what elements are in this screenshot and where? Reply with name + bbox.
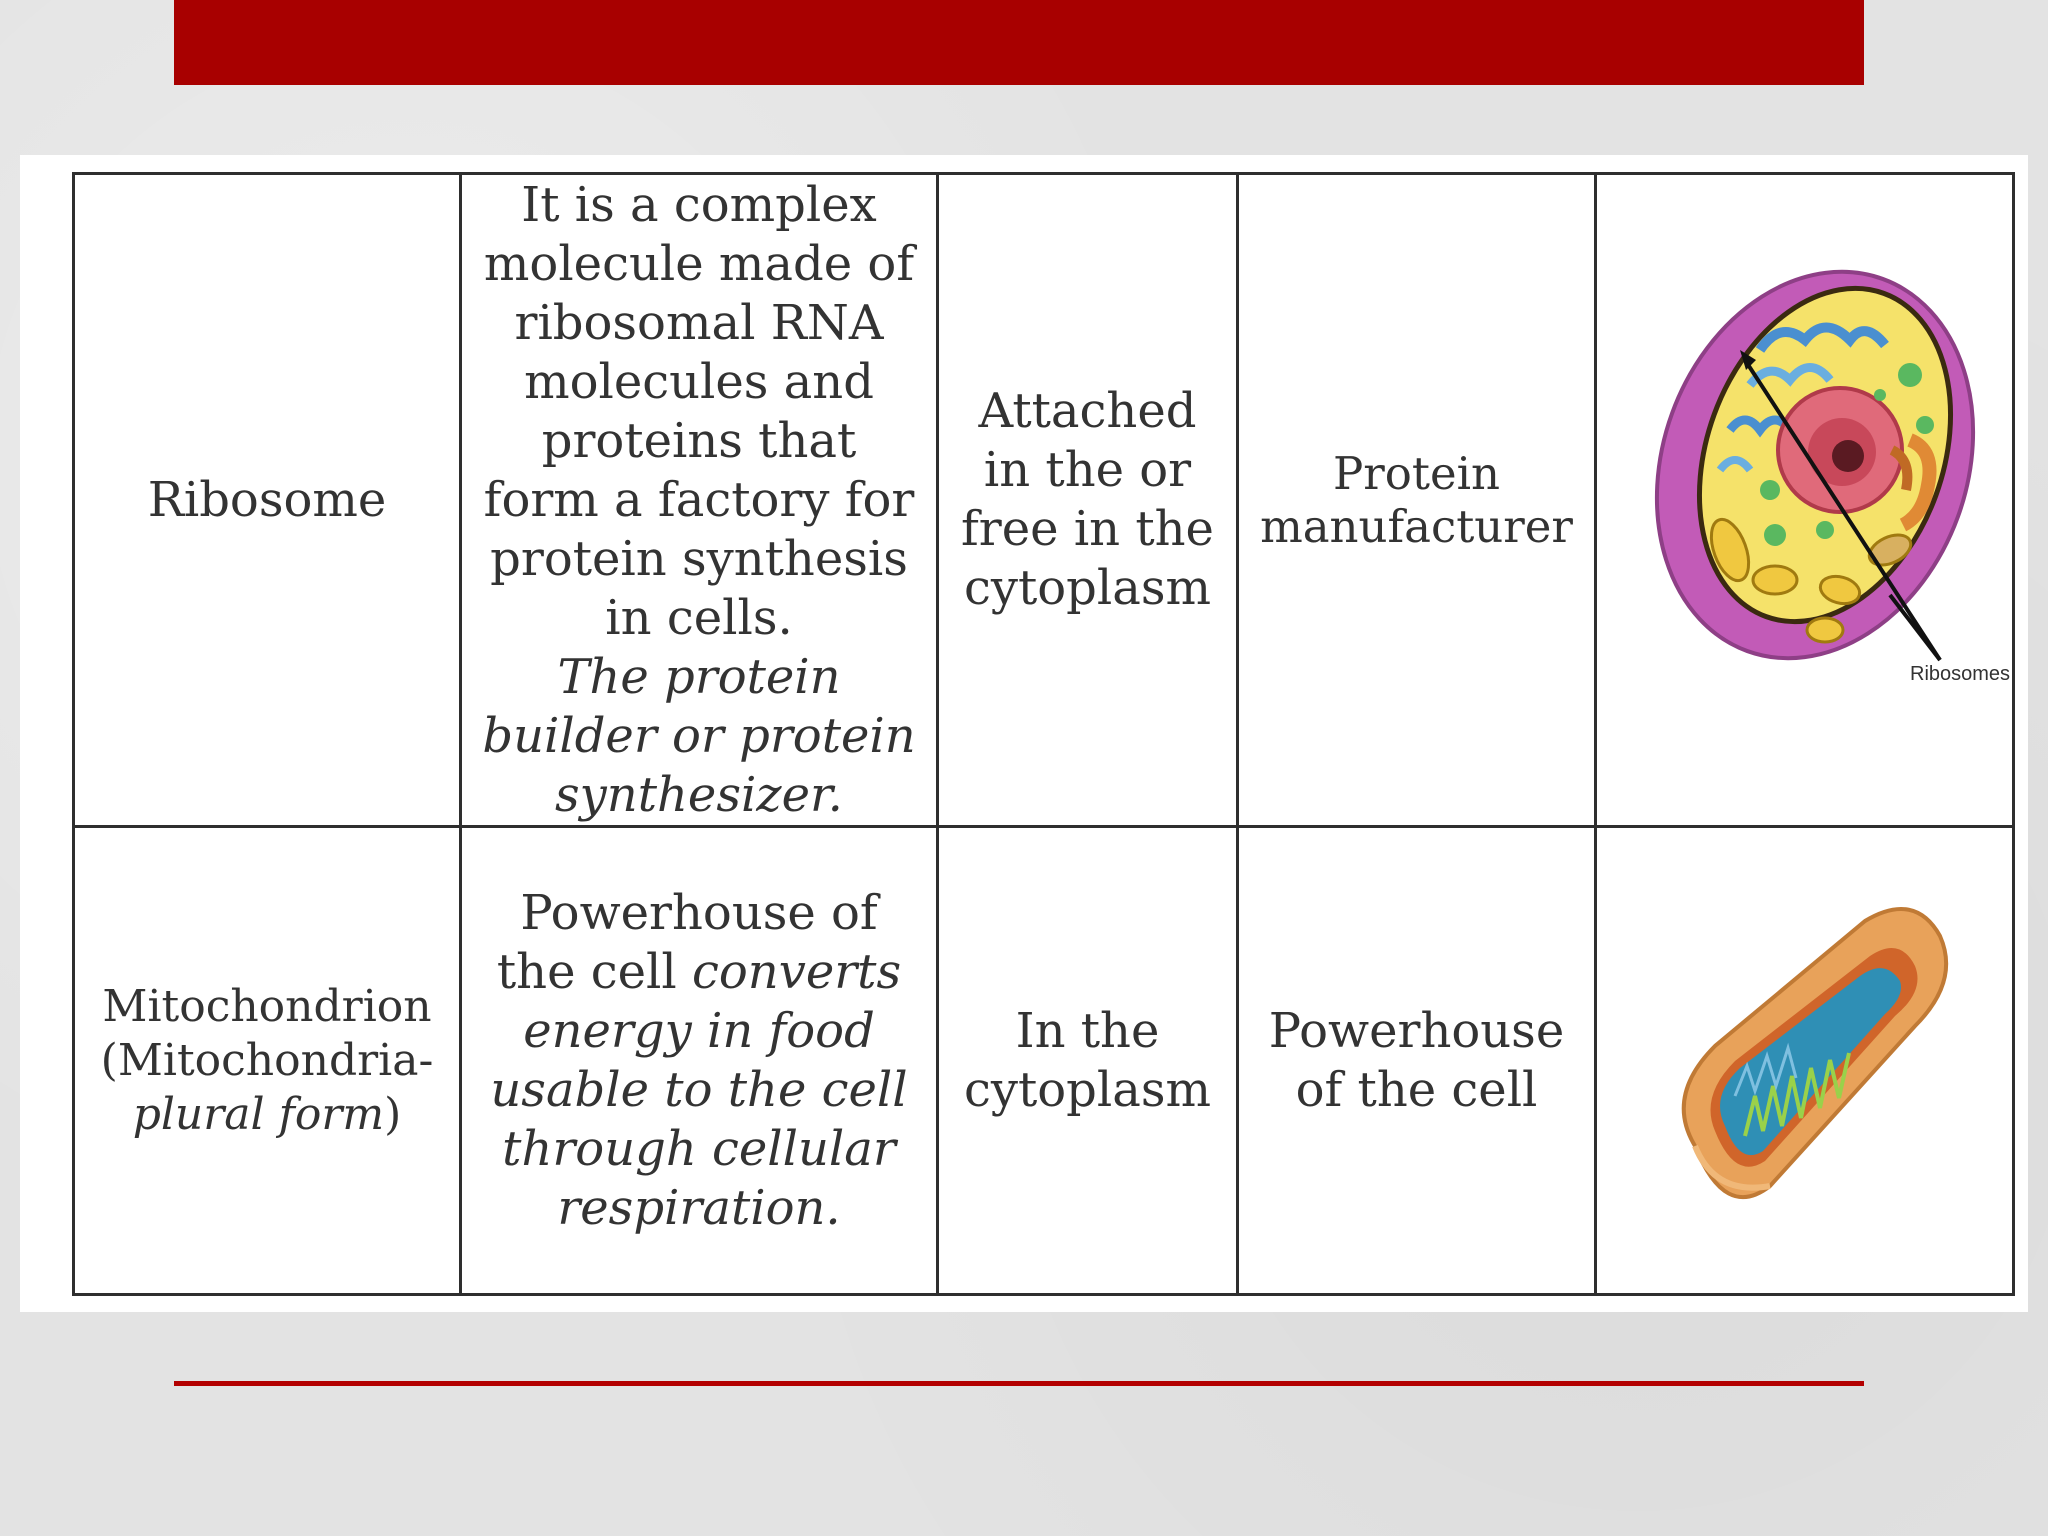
location-cell (938, 174, 1238, 827)
description-cell (461, 827, 938, 1295)
description-italic-line: synthesizer. (555, 766, 843, 823)
description-italic-line: respiration. (557, 1179, 841, 1236)
location-line: cytoplasm (963, 560, 1212, 616)
organelle-name-plural: (Mitochondria- (100, 1034, 434, 1086)
organelle-name-plural-note (81, 1088, 453, 1142)
animal-cell-diagram (1610, 220, 2010, 780)
location-line: cytoplasm (963, 1061, 1212, 1118)
description-italic-line: through cellular (502, 1120, 896, 1177)
description-italic-line: usable to the cell (490, 1061, 908, 1118)
description-italic-line: The protein (557, 648, 841, 705)
footer-divider-line (174, 1381, 1864, 1386)
description-line: protein synthesis (490, 530, 908, 587)
organelle-name: Mitochondrion (102, 980, 432, 1032)
function-line: of the cell (1295, 1061, 1538, 1118)
description-text: the cell (496, 943, 677, 1000)
function-line: manufacturer (1260, 500, 1573, 553)
image-cell (1596, 174, 2014, 827)
ribosomes-label: Ribosomes (1909, 663, 2010, 685)
description-line: in cells. (605, 589, 793, 646)
description-line: form a factory for (483, 471, 915, 528)
image-cell (1596, 827, 2014, 1295)
description-line: proteins that (541, 412, 857, 469)
location-line: free in the (961, 501, 1214, 557)
function-cell (1238, 174, 1596, 827)
description-line (468, 943, 930, 1002)
location-line: in the or (983, 442, 1192, 498)
description-line: molecule made of (483, 235, 915, 292)
description-italic-line: energy in food (523, 1002, 875, 1059)
table-row (74, 174, 2014, 827)
title-bar (174, 0, 1864, 85)
description-italic-line: builder or protein (482, 707, 916, 764)
description-line: molecules and (524, 353, 874, 410)
table-row (74, 827, 2014, 1295)
organelle-name-cell (74, 827, 461, 1295)
mitochondrion-illustration (1655, 896, 1955, 1226)
plural-form-italic: plural form (132, 1088, 385, 1140)
description-italic-word: converts (692, 943, 902, 1000)
location-cell (938, 827, 1238, 1295)
location-line: In the (1015, 1002, 1160, 1059)
location-line: Attached (978, 383, 1197, 439)
function-line: Protein (1333, 447, 1500, 500)
plural-form-suffix: ) (384, 1088, 402, 1140)
organelle-table (72, 172, 2015, 1296)
description-line: It is a complex (521, 176, 877, 233)
description-line: ribosomal RNA (514, 294, 884, 351)
description-cell (461, 174, 938, 827)
function-cell (1238, 827, 1596, 1295)
organelle-name: Ribosome (147, 471, 387, 528)
organelle-name-cell (74, 174, 461, 827)
function-line: Powerhouse (1268, 1002, 1565, 1059)
description-line: Powerhouse of (520, 884, 878, 941)
